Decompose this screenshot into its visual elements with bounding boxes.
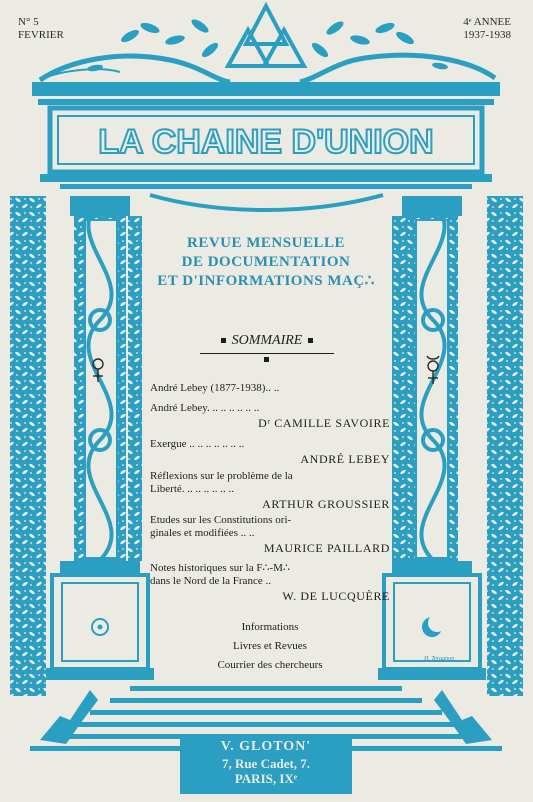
triangles-emblem-icon — [228, 6, 304, 66]
toc-line: Etudes sur les Constitutions ori- — [150, 514, 292, 526]
subtitle-line: ET D'INFORMATIONS MAÇ∴ — [157, 273, 375, 289]
left-foliage — [10, 196, 46, 696]
toc-entry — [150, 514, 390, 556]
toc-extra-item: Livres et Revues — [233, 640, 307, 652]
toc-author: Dʳ CAMILLE SAVOIRE — [258, 416, 390, 430]
square-ornament — [308, 338, 313, 343]
toc-line: Notes historiques sur la F∴-M∴ — [150, 562, 290, 574]
publisher-info — [190, 738, 342, 786]
sommaire-heading — [200, 333, 334, 349]
toc-author: ANDRÉ LEBEY — [300, 452, 390, 466]
toc-line: ginales et modifiées .. .. — [150, 527, 255, 539]
toc-author: W. DE LUCQUÈRE — [282, 589, 390, 603]
toc-entry — [150, 438, 390, 467]
issue-number: N° 5 — [18, 16, 39, 28]
toc-entry — [150, 562, 390, 604]
publisher-street: 7, Rue Cadet, 7. — [221, 756, 311, 771]
subtitle-line: REVUE MENSUELLE — [187, 235, 345, 251]
magazine-title: LA CHAINE D'UNION — [98, 122, 434, 161]
toc-line: dans le Nord de la France .. — [150, 575, 271, 587]
year-label: 4ᵉ ANNEE — [463, 16, 511, 28]
year-info — [463, 16, 511, 41]
toc-author: MAURICE PAILLARD — [263, 541, 390, 555]
toc-line: André Lebey (1877-1938).. .. — [150, 382, 280, 394]
years: 1937-1938 — [463, 28, 511, 41]
toc-line: Réflexions sur le problème de la — [150, 470, 293, 482]
toc-extra-item: Courrier des chercheurs — [217, 659, 323, 671]
sommaire-title: SOMMAIRE — [231, 333, 303, 348]
toc-extra-item: Informations — [241, 621, 299, 633]
toc-line: André Lebey. .. .. .. .. .. .. — [150, 402, 260, 414]
artist-signature: H. Teragnon — [424, 656, 455, 662]
toc-extras — [170, 618, 370, 675]
heading-rule — [200, 353, 334, 354]
subtitle — [140, 234, 392, 291]
toc-line: Exergue .. .. .. .. .. .. .. — [150, 438, 245, 450]
right-foliage — [487, 196, 523, 696]
square-ornament — [264, 357, 269, 362]
publisher-name: V. GLOTON' — [220, 739, 312, 754]
inner-right-foliage — [392, 216, 406, 561]
title-panel — [62, 122, 470, 162]
issue-month: FEVRIER — [18, 28, 64, 41]
subtitle-line: DE DOCUMENTATION — [181, 254, 351, 270]
toc-entry — [150, 470, 390, 512]
toc-entry — [150, 382, 390, 395]
issue-info — [18, 16, 64, 41]
toc-line: Liberté. .. .. .. .. .. .. — [150, 483, 235, 495]
toc-entry — [150, 402, 390, 431]
publisher-city: PARIS, IXᵉ — [234, 771, 298, 786]
toc-author: ARTHUR GROUSSIER — [262, 497, 390, 511]
